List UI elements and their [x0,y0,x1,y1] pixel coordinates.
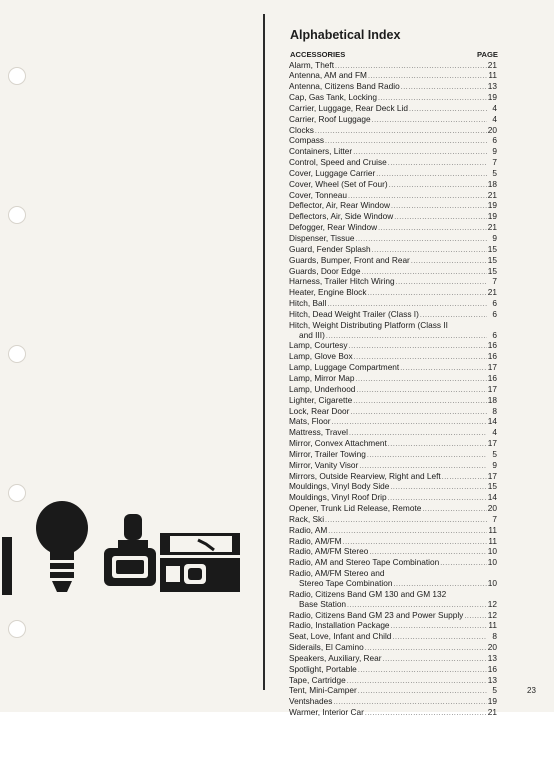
index-title: Alphabetical Index [290,28,401,42]
entry-page: 9 [492,460,497,470]
entry-page: 15 [487,244,497,254]
leader-dots [400,364,487,374]
entry-page: 16 [487,352,497,362]
leader-dots [376,170,487,180]
entry-label: Alarm, Theft [289,60,335,70]
entry-label: Mirrors, Outside Rearview, Right and Left [289,471,441,481]
entry-label: Lamp, Luggage Compartment [289,363,400,373]
section-heading: ACCESSORIES [290,50,346,59]
index-entry [289,461,497,472]
index-header-row [290,50,498,59]
leader-dots [367,289,486,299]
leader-dots [327,300,487,310]
leader-dots [326,332,487,342]
leader-dots [349,429,487,439]
entry-page: 18 [487,179,497,189]
entry-page: 21 [487,223,497,233]
leader-dots [358,687,487,697]
leader-dots [350,408,487,418]
leader-dots [390,483,486,493]
entry-page: 14 [487,493,497,503]
entry-page: 8 [492,632,497,642]
entry-page: 11 [488,71,497,81]
index-entry [289,537,497,548]
leader-dots [372,246,487,256]
entry-label: Mirror, Vanity Visor [289,460,359,470]
leader-dots [325,137,487,147]
entry-page: 7 [492,277,497,287]
leader-dots [388,159,487,169]
entry-page: 6 [492,299,497,309]
entry-label: Mouldings, Vinyl Body Side [289,482,390,492]
leader-dots [391,622,487,632]
index-entry [289,385,497,396]
index-entry [289,169,497,180]
leader-dots [315,127,487,137]
index-entry [289,676,497,687]
index-entry [289,363,497,374]
entry-page: 17 [487,363,497,373]
leader-dots [388,440,487,450]
index-entry [289,147,497,158]
entry-label: Seat, Love, Infant and Child [289,632,392,642]
entry-label: Antenna, Citizens Band Radio [289,82,400,92]
index-entry [289,482,497,493]
leader-dots [335,62,487,72]
leader-dots [420,311,487,321]
leader-dots [369,548,486,558]
leader-dots [396,278,487,288]
entry-label: Radio, AM and Stereo Tape Combination [289,558,440,568]
index-entry [289,93,497,104]
index-entry [289,321,497,331]
entry-page: 6 [492,136,497,146]
index-entry [289,428,497,439]
entry-page: 16 [487,373,497,383]
index-entry [289,654,497,665]
page-column-heading: PAGE [477,50,498,59]
entry-page: 20 [487,643,497,653]
entry-label: Lamp, Courtesy [289,341,348,351]
index-entry [289,136,497,147]
entry-label: Guard, Fender Splash [289,244,371,254]
entry-page: 17 [487,471,497,481]
entry-label: Radio, Installation Package [289,621,390,631]
entry-page: 6 [492,330,497,340]
index-entry [289,515,497,526]
entry-page: 7 [492,158,497,168]
leader-dots [409,105,487,115]
entry-page: 16 [487,341,497,351]
leader-dots [365,644,487,654]
entry-page: 20 [487,125,497,135]
index-entry [289,234,497,245]
column-divider [263,14,265,690]
entry-page: 19 [487,697,497,707]
entry-page: 5 [492,449,497,459]
entry-page: 11 [488,536,497,546]
entry-page: 5 [492,686,497,696]
leader-dots [349,342,487,352]
entry-label: Stereo Tape Combination [299,579,393,588]
leader-dots [411,257,487,267]
index-entry [289,201,497,212]
entry-label: Hitch, Weight Distributing Platform (Class II [289,320,448,330]
index-entry [289,126,497,137]
index-entry [289,245,497,256]
leader-dots [392,633,487,643]
index-entry [289,180,497,191]
entry-label: Mirror, Convex Attachment [289,439,387,449]
leader-dots [333,698,486,708]
entry-page: 4 [492,114,497,124]
index-entry [289,212,497,223]
entry-label: Mouldings, Vinyl Roof Drip [289,493,387,503]
index-entry [289,569,497,579]
index-entry [289,686,497,697]
leader-dots [343,538,487,548]
index-entry [289,493,497,504]
leader-dots [393,580,486,590]
entry-page: 21 [487,288,497,298]
index-entry [289,299,497,310]
leader-dots [368,72,487,82]
index-entry [289,621,497,632]
entry-label: Radio, Citizens Band GM 130 and GM 132 [289,589,447,599]
entry-page: 10 [487,558,497,568]
entry-page: 4 [492,103,497,113]
entry-page: 9 [492,234,497,243]
entry-page: 9 [492,147,497,157]
leader-dots [464,612,486,622]
entry-page: 17 [487,439,497,449]
entry-label: Radio, AM/FM Stereo [289,547,369,557]
entry-page: 10 [487,579,497,588]
entry-label: Opener, Trunk Lid Release, Remote [289,504,422,514]
entry-page: 19 [487,201,497,211]
index-entry [289,288,497,299]
entry-label: Warmer, Interior Car [289,708,364,718]
index-entry [289,708,497,719]
index-entry [289,104,497,115]
entry-label: Tape, Cartridge [289,675,346,685]
entry-label: Radio, Citizens Band GM 23 and Power Supply [289,610,464,620]
entry-label: Defogger, Rear Window [289,223,378,233]
entry-page: 19 [487,212,497,222]
leader-dots [355,235,487,245]
leader-dots [332,418,487,428]
index-entry [289,223,497,234]
entry-label: Hitch, Ball [289,299,327,309]
leader-dots [367,451,487,461]
index-entry [289,352,497,363]
entry-label: Control, Speed and Cruise [289,158,387,168]
entry-label: Carrier, Roof Luggage [289,114,371,124]
index-entry [289,82,497,93]
entry-page: 11 [488,621,497,631]
leader-dots [401,83,487,93]
entry-label: Siderails, El Camino [289,643,364,653]
entry-label: Mirror, Trailer Towing [289,449,366,459]
entry-page: 15 [487,255,497,265]
entry-label: Compass [289,136,325,146]
index-entry [289,310,497,321]
leader-dots [356,386,486,396]
entry-page: 20 [487,504,497,514]
entry-page: 16 [487,664,497,674]
entry-label: Deflectors, Air, Side Window [289,212,394,222]
entry-page: 14 [487,417,497,427]
entry-label: Lock, Rear Door [289,406,350,416]
entry-label: Lamp, Underhood [289,384,356,394]
entry-page: 21 [487,708,497,718]
entry-page: 11 [488,525,497,535]
index-entry [289,600,497,611]
entry-page: 12 [487,599,497,609]
leader-dots [442,473,487,483]
entry-page: 5 [492,168,497,178]
leader-dots [422,505,486,515]
index-entry [289,632,497,643]
leader-dots [389,181,487,191]
entry-page: 12 [487,610,497,620]
entry-page: 6 [492,309,497,319]
lighter-icon [104,514,156,586]
index-entry [289,526,497,537]
entry-label: Lamp, Mirror Map [289,373,355,383]
leader-dots [325,516,487,526]
entry-label: Clocks [289,125,314,135]
leader-dots [378,94,487,104]
entry-label: Rack, Ski [289,514,325,524]
index-entry [289,256,497,267]
entry-label: Radio, AM/FM [289,536,342,546]
entry-page: 13 [487,653,497,663]
entry-label: Cover, Luggage Carrier [289,168,376,178]
leader-dots [388,494,487,504]
index-list [289,61,497,719]
entry-label: Radio, AM/FM Stereo and [289,569,385,579]
entry-label: Containers, Litter [289,147,353,157]
light-bulb-icon [36,501,88,592]
index-entry [289,590,497,600]
leader-dots [328,527,487,537]
entry-label: Heater, Engine Block [289,288,367,298]
page-number: 23 [527,686,536,695]
entry-page: 13 [487,675,497,685]
entry-label: Cap, Gas Tank, Locking [289,93,377,103]
flashlight-icon [160,533,240,592]
entry-label: Radio, AM [289,525,328,535]
index-entry [289,158,497,169]
index-entry [289,558,497,569]
entry-label: Mattress, Travel [289,428,349,438]
index-entry [289,611,497,622]
leader-dots [361,268,486,278]
index-entry [289,407,497,418]
index-entry [289,579,497,590]
leader-dots [394,213,487,223]
entry-label: Antenna, AM and FM [289,71,367,81]
entry-page: 13 [487,82,497,92]
index-entry [289,191,497,202]
binder-hole [8,620,26,638]
entry-label: Deflector, Air, Rear Window [289,201,390,211]
entry-label: Carrier, Luggage, Rear Deck Lid [289,103,408,113]
entry-label: Dispenser, Tissue [289,234,355,243]
entry-label: Base Station [299,599,347,609]
entry-label: Spotlight, Portable [289,664,357,674]
index-entry [289,277,497,288]
leader-dots [359,462,487,472]
index-entry [289,396,497,407]
leader-dots [347,601,487,611]
entry-page: 8 [492,406,497,416]
index-entry [289,374,497,385]
entry-label: Guards, Door Edge [289,266,361,276]
accessories-illustration [0,500,250,600]
entry-label: Speakers, Auxiliary, Rear [289,653,382,663]
index-entry [289,643,497,654]
index-entry [289,267,497,278]
index-entry [289,331,497,342]
index-entry [289,504,497,515]
entry-label: Guards, Bumper, Front and Rear [289,255,410,265]
index-entry [289,472,497,483]
entry-page: 18 [487,395,497,405]
entry-label: Tent, Mini-Camper [289,686,357,696]
index-entry [289,417,497,428]
index-entry [289,341,497,352]
leader-dots [378,224,487,234]
entry-page: 21 [487,60,497,70]
entry-page: 15 [487,266,497,276]
entry-label: Lighter, Cigarette [289,395,353,405]
entry-label: Cover, Wheel (Set of Four) [289,179,388,189]
entry-label: Cover, Tonneau [289,190,347,200]
leader-dots [372,116,487,126]
entry-page: 15 [487,482,497,492]
leader-dots [391,202,487,212]
entry-label: Lamp, Glove Box [289,352,353,362]
binder-hole [8,345,26,363]
entry-label: Mats, Floor [289,417,331,427]
index-entry [289,61,497,72]
leader-dots [353,397,487,407]
leader-dots [355,375,486,385]
index-entry [289,450,497,461]
leader-dots [347,677,487,687]
binder-hole [8,67,26,85]
leader-dots [358,666,487,676]
entry-page: 4 [492,428,497,438]
leader-dots [440,559,487,569]
index-entry [289,71,497,82]
leader-dots [353,148,487,158]
entry-label: Hitch, Dead Weight Trailer (Class I) [289,309,419,319]
entry-page: 21 [487,190,497,200]
leader-dots [354,353,487,363]
entry-label: Ventshades [289,697,333,707]
index-entry [289,439,497,450]
entry-page: 10 [487,547,497,557]
index-entry [289,547,497,558]
entry-page: 19 [487,93,497,103]
leader-dots [348,192,487,202]
binder-hole [8,206,26,224]
entry-label: Harness, Trailer Hitch Wiring [289,277,395,287]
leader-dots [365,709,487,719]
index-entry [289,115,497,126]
index-entry [289,665,497,676]
entry-label: and III) [299,330,325,340]
leader-dots [383,655,487,665]
index-entry [289,697,497,708]
entry-page: 7 [492,514,497,524]
entry-page: 17 [487,384,497,394]
partial-object-icon [2,537,12,595]
